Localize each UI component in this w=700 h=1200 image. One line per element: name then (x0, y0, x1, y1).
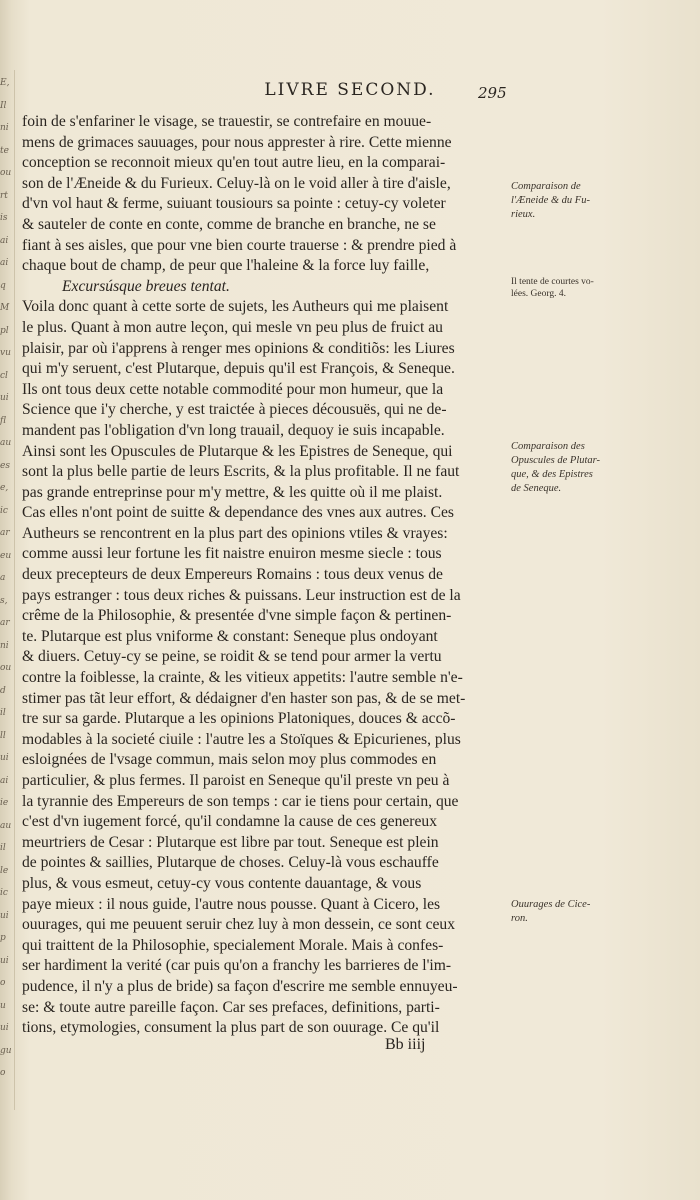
gutter-fragment: ou (0, 663, 12, 673)
gutter-fragment: fl (0, 415, 7, 426)
text-line: qui m'y seruent, c'est Plutarque, depuis qu'il est François, & Seneque. (22, 360, 455, 378)
margin-note-aeneid (511, 180, 626, 222)
gutter-fragment: u (0, 1000, 6, 1011)
gutter-fragment: ie (0, 798, 9, 808)
margin-note-line: Il tente de courtes vo- (511, 277, 594, 287)
margin-note-line: Comparaison de (511, 181, 581, 192)
gutter-fragment: ar (0, 618, 10, 628)
gutter-fragment: vu (0, 348, 11, 358)
text-line: plaisir, par où i'apprens à renger mes opinions & conditiõs: les Liures (22, 339, 455, 357)
text-line: meurtriers de Cesar : Plutarque est libre par tout. Seneque est plein (22, 833, 439, 851)
gutter-fragment: ll (0, 730, 6, 741)
gutter-fragment: M (0, 303, 10, 313)
margin-note-line: lées. Georg. 4. (511, 289, 566, 299)
text-line: contre la foiblesse, la crainte, & les vitieux appetits: l'autre semble n'e- (22, 669, 463, 687)
gutter-fragment: ni (0, 123, 9, 133)
gutter-fragment: ic (0, 888, 8, 898)
text-line: paye mieux : il nous guide, l'autre nous pousse. Quant à Cicero, les (22, 895, 441, 913)
margin-note-plutarque-seneque (511, 440, 626, 496)
text-line: son de l'Æneide & du Furieux. Celuy-là on le void aller à tire d'aisle, (22, 174, 451, 192)
margin-note-line: ron. (511, 913, 528, 924)
gutter-fragment: ou (0, 168, 12, 178)
gutter-fragment: au (0, 820, 12, 831)
gutter-fragment: ai (0, 235, 9, 246)
text-line: plus, & vous esmeut, cetuy-cy vous contente dauantage, & vous (22, 874, 422, 892)
text-line: chaque bout de champ, de peur que l'haleine & la force luy faille, (22, 257, 430, 275)
text-line: Ainsi sont les Opuscules de Plutarque & les Epistres de Seneque, qui (22, 442, 453, 460)
text-line: comme aussi leur fortune les fit naistre enuiron mesme siecle : tous (22, 545, 442, 563)
margin-note-line: que, & des Epistres (511, 469, 593, 480)
text-line: c'est d'vn iugement forcé, qu'il condamne la cause de ces genereux (22, 813, 437, 831)
margin-note-line: Opuscules de Plutar- (511, 455, 601, 466)
text-line: deux precepteurs de deux Empereurs Romains : tous deux venus de (22, 566, 443, 584)
margin-note-line: de Seneque. (511, 483, 562, 494)
text-line: ser hardiment la verité (car puis qu'on a franchy les barrieres de l'im- (22, 957, 452, 975)
text-line: crême de la Philosophie, & presentée d'vne simple façon & pertinen- (22, 607, 452, 625)
text-line: Ils ont tous deux cette notable commodité pour mon humeur, que la (22, 380, 444, 398)
text-line: conception se reconnoit mieux qu'en tout autre lieu, en la comparai- (22, 154, 446, 172)
text-line: se: & toute autre pareille façon. Car ses prefaces, definitions, parti- (22, 998, 440, 1016)
gutter-fragment: ar (0, 528, 10, 538)
text-line: modables à la societé ciuile : l'autre les a Stoïques & Epicurienes, plus (22, 730, 461, 748)
text-line: particulier, & plus fermes. Il paroist en Seneque qu'il preste vn peu à (22, 772, 450, 789)
text-line: fiant à ses aisles, que pour vne bien courte trauerse : & prendre pied à (22, 236, 457, 254)
text-line: pays estranger : tous deux riches & puissans. Leur instruction est de la (22, 586, 461, 604)
text-line: de pointes & saillies, Plutarque de choses. Celuy-là vous eschauffe (22, 854, 439, 872)
gutter-fragment: es (0, 460, 10, 471)
gutter-fragment: cl (0, 370, 8, 381)
margin-note-line: Ouurages de Cice- (511, 899, 591, 910)
text-line: d'vn vol haut & ferme, suiuant tousiours sa pointe : cetuy-cy voleter (22, 195, 446, 213)
text-line: Science que i'y cherche, y est traictée à pieces décousuës, qui ne de- (22, 401, 447, 419)
gutter-fragment: d (0, 685, 6, 696)
text-line: te. Plutarque est plus vniforme & constant: Seneque plus ondoyant (22, 627, 438, 645)
gutter-fragment: ui (0, 910, 9, 921)
margin-note-line: rieux. (511, 209, 536, 220)
body-text (22, 112, 507, 1039)
facing-page-gutter (0, 70, 15, 1110)
text-line: esloignées de l'vsage commun, mais selon moy plus commodes en (22, 751, 437, 769)
signature-mark: Bb iiij (385, 1036, 426, 1053)
gutter-fragment: e, (0, 483, 9, 493)
gutter-fragment: ni (0, 640, 9, 651)
text-line: tions, etymologies, consument la plus part de son ouurage. Ce qu'il (22, 1019, 440, 1037)
text-line: mandent pas l'obligation d'vn long trauail, dequoy ie suis incapable. (22, 421, 445, 439)
text-line: Excursúsque breues tentat. (62, 277, 230, 295)
text-line: mens de grimaces sauuages, pour nous apprester à rire. Cette mienne (22, 133, 452, 151)
gutter-fragment: s, (0, 595, 8, 606)
text-line: Cas elles n'ont point de suitte & dependance des vnes aux autres. Ces (22, 504, 454, 522)
gutter-fragment: eu (0, 550, 12, 561)
margin-note-line: l'Æneide & du Fu- (511, 195, 590, 206)
text-line: pas grande entreprinse pour m'y mettre, & les quitte où il me plaist. (22, 483, 443, 501)
gutter-fragment: au (0, 438, 12, 448)
gutter-fragment: a (0, 573, 6, 583)
text-line: ouurages, qui me peuuent seruir chez luy à mon dessein, ce sont ceux (22, 916, 456, 934)
gutter-fragment: is (0, 213, 8, 223)
gutter-fragment: o (0, 978, 6, 988)
text-line: tre sur sa garde. Plutarque a les opinions Platoniques, douces & accõ- (22, 710, 456, 728)
gutter-fragment: ic (0, 505, 8, 516)
gutter-fragment: te (0, 145, 9, 156)
text-line: & sauteler de conte en conte, comme de branche en branche, ne se (22, 215, 436, 233)
gutter-fragment: E, (0, 78, 10, 88)
text-line: foin de s'enfariner le visage, se trauestir, se contrefaire en mouue- (22, 113, 432, 130)
text-line: le plus. Quant à mon autre leçon, qui mesle vn peu plus de fruict au (22, 318, 443, 336)
gutter-fragment: ai (0, 258, 9, 268)
gutter-fragment: le (0, 865, 9, 876)
text-line: & diuers. Cetuy-cy se peine, se roidit & se tend pour armer la vertu (22, 648, 442, 666)
gutter-fragment: Il (0, 100, 7, 111)
gutter-fragment: p (0, 933, 6, 943)
text-line: qui traittent de la Philosophie, specialement Morale. Mais à confes- (22, 936, 444, 954)
text-line: Autheurs se rencontrent en la plus part des opinions vtiles & vrayes: (22, 524, 448, 542)
page-number: 295 (478, 84, 507, 102)
margin-note-cicero (511, 898, 626, 926)
text-line: pudence, il n'y a plus de bride) sa façon d'escrire me semble ennuyeu- (22, 977, 458, 995)
gutter-fragment: ai (0, 775, 9, 786)
gutter-fragment: il (0, 843, 6, 853)
gutter-fragment: gu (0, 1045, 12, 1056)
gutter-fragment: ui (0, 1023, 9, 1033)
gutter-fragment: pl (0, 325, 9, 336)
text-line: la tyrannie des Empereurs de son temps : car ie tiens pour certain, que (22, 792, 459, 810)
gutter-fragment: il (0, 708, 6, 718)
gutter-fragment: ui (0, 955, 9, 966)
text-line: Voila donc quant à cette sorte de sujets, les Autheurs qui me plaisent (22, 298, 449, 316)
text-line: stimer pas tãt leur effort, & dédaigner d'en haster son pas, & de se met- (22, 689, 466, 707)
text-line: sont la plus belle partie de leurs Escrits, & la plus profitable. Il ne faut (22, 463, 460, 481)
gutter-fragment: o (0, 1068, 6, 1078)
running-head: LIVRE SECOND. (264, 80, 436, 100)
margin-note-line: Comparaison des (511, 441, 585, 452)
margin-note-georg (511, 276, 626, 300)
gutter-fragment: ui (0, 753, 9, 763)
gutter-fragment: q (0, 280, 6, 291)
gutter-fragment: rt (0, 190, 8, 201)
gutter-fragment: ui (0, 393, 9, 403)
